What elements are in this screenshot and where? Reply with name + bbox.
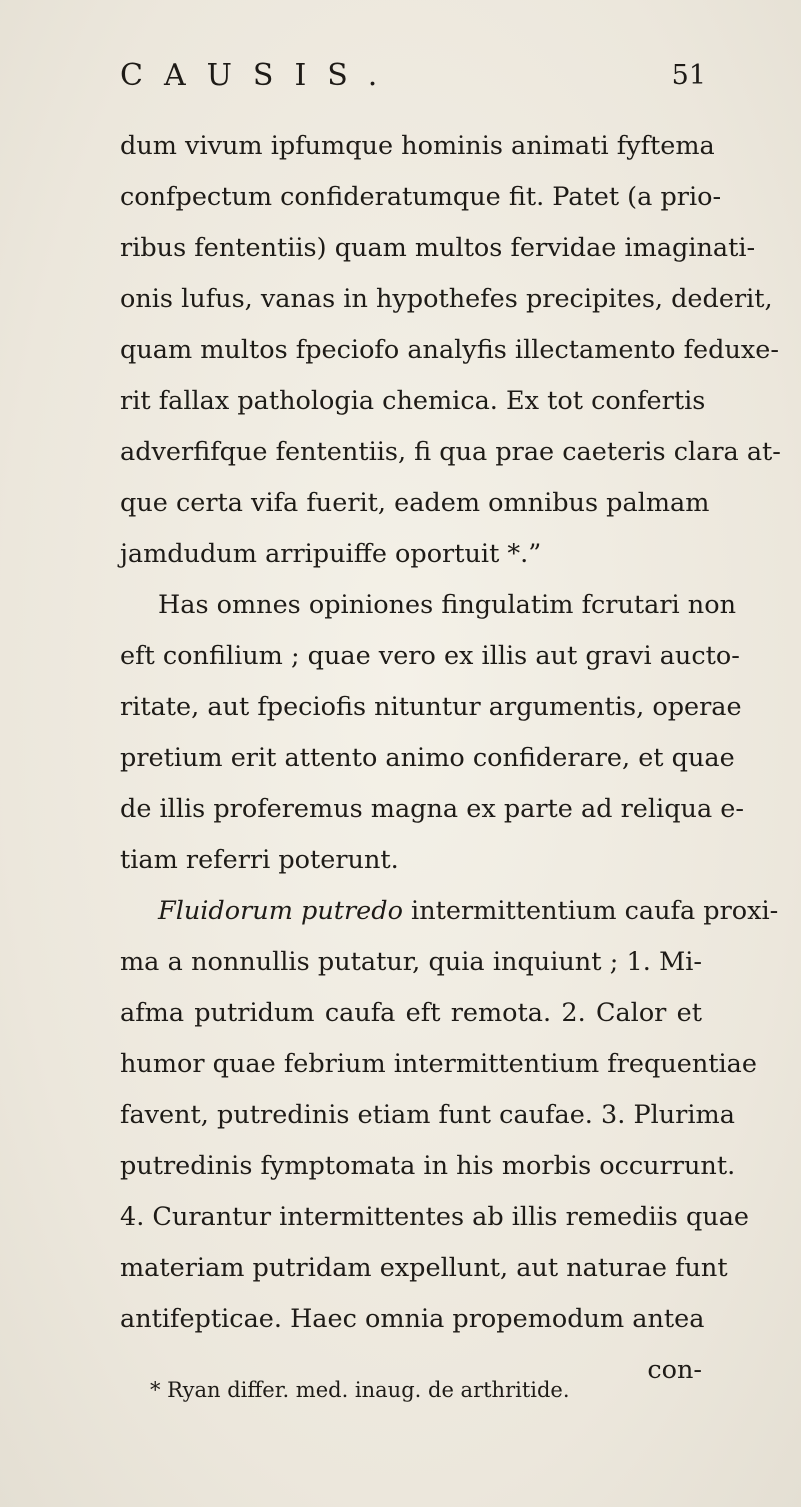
text-line: [120, 1243, 728, 1294]
text-line: [120, 1141, 736, 1192]
line-text: dum vivum ipfumque hominis animati fyftema: [120, 131, 715, 161]
line-text: rit fallax pathologia chemica. Ex tot confertis: [120, 386, 706, 416]
italic-phrase: Fluidorum putredo: [158, 896, 403, 926]
line-text: tiam referri poterunt.: [120, 845, 399, 875]
line-text: putredinis fymptomata in his morbis occurrunt.: [120, 1151, 736, 1181]
line-text: intermittentium caufa proxi-: [402, 896, 779, 926]
footnote: * Ryan differ. med. inaug. de arthritide.: [150, 1378, 570, 1402]
running-title: CAUSIS.: [120, 58, 399, 93]
text-line: [120, 988, 702, 1039]
text-line: [120, 1090, 735, 1141]
line-text: 4. Curantur intermittentes ab illis remediis quae: [120, 1202, 749, 1232]
text-line: [120, 274, 773, 325]
line-text: humor quae febrium intermittentium frequentiae: [120, 1049, 757, 1079]
line-text: onis lufus, vanas in hypothefes precipites, dederit,: [120, 284, 773, 314]
text-line: [120, 784, 744, 835]
text-line: [120, 835, 702, 886]
text-line: [120, 172, 722, 223]
line-text: adverfifque fententiis, fi qua prae caeteris clara at-: [120, 437, 781, 467]
text-line: [120, 478, 710, 529]
page-number: 51: [671, 60, 706, 91]
text-line: [120, 682, 742, 733]
text-line: [120, 376, 706, 427]
line-text: afma putridum caufa eft remota. 2. Calor et: [120, 998, 702, 1028]
line-text: Has omnes opiniones fingulatim fcrutari non: [158, 590, 736, 620]
running-head: [120, 48, 706, 104]
line-text: ma a nonnullis putatur, quia inquiunt ; 1. Mi-: [120, 947, 702, 977]
line-text: favent, putredinis etiam funt caufae. 3. Plurima: [120, 1100, 735, 1130]
line-text: eft confilium ; quae vero ex illis aut gravi aucto-: [120, 641, 740, 671]
line-text: quam multos fpeciofo analyfis illectamento feduxe-: [120, 335, 779, 365]
text-line: [120, 1294, 705, 1345]
text-line: [120, 631, 740, 682]
line-text: de illis proferemus magna ex parte ad reliqua e-: [120, 794, 744, 824]
line-text: ritate, aut fpeciofis nituntur argumentis, operae: [120, 692, 742, 722]
line-text: materiam putridam expellunt, aut naturae funt: [120, 1253, 728, 1283]
text-line: [120, 529, 702, 580]
text-line: [120, 733, 735, 784]
line-text: antifepticae. Haec omnia propemodum antea: [120, 1304, 705, 1334]
text-line: [120, 1039, 757, 1090]
line-text: ribus fententiis) quam multos fervidae imaginati-: [120, 233, 756, 263]
line-text: confpectum confideratumque fit. Patet (a prio-: [120, 182, 722, 212]
text-line: [120, 886, 779, 937]
body-text: [120, 121, 781, 1396]
text-line: [120, 937, 702, 988]
line-text: pretium erit attento animo confiderare, et quae: [120, 743, 735, 773]
text-line: [120, 580, 736, 631]
text-line: [120, 1192, 749, 1243]
line-text: con-: [647, 1355, 702, 1385]
line-text: jamdudum arripuiffe oportuit *.”: [120, 539, 542, 569]
text-line: [120, 121, 715, 172]
text-line: [120, 427, 781, 478]
line-text: que certa vifa fuerit, eadem omnibus palmam: [120, 488, 710, 518]
text-line: [120, 223, 756, 274]
text-line: [120, 325, 779, 376]
